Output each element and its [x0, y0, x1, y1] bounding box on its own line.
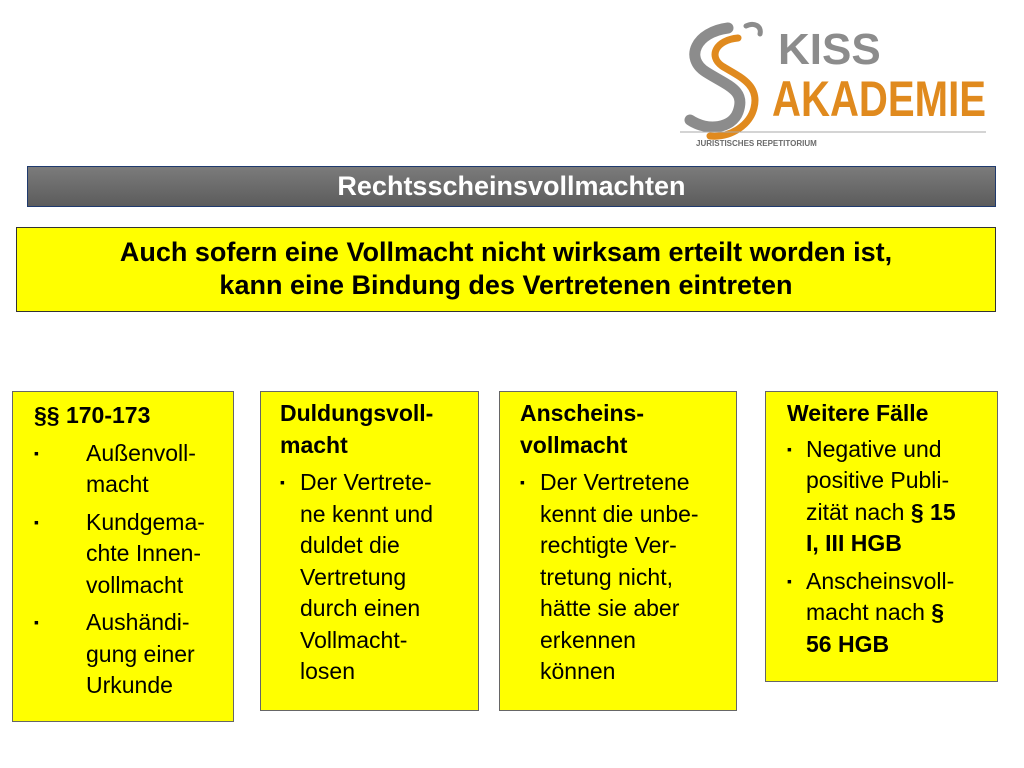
column-heading: §§ 170-173 [34, 402, 151, 428]
list-item-line: Vollmacht- [300, 626, 408, 653]
square-bullet-icon: ▪ [34, 513, 39, 530]
text-run: zität nach [806, 498, 911, 525]
list-item-line: Urkunde [86, 672, 173, 698]
list-item-line: Aushändi- [86, 609, 190, 635]
list-item-line: Der Vertrete- [300, 469, 432, 495]
list-item [280, 467, 478, 688]
list-item-line: Kundgema- [86, 508, 205, 535]
lead-line-1: Auch sofern eine Vollmacht nicht wirksam erteilt worden ist, [119, 237, 893, 267]
bullet-list [520, 467, 736, 688]
column-heading [280, 398, 478, 461]
list-item-line: ne kennt und [300, 500, 434, 527]
lead-line-2: kann eine Bindung des Vertretenen eintreten [219, 270, 793, 300]
list-item-line: können [540, 658, 616, 684]
list-item-line: erkennen [540, 626, 636, 653]
statute-reference: 56 HGB [806, 630, 890, 657]
column-duldungsvollmacht [260, 391, 479, 711]
list-item-line: chte Innen- [86, 540, 202, 566]
list-item-line: vollmacht [86, 571, 184, 598]
square-bullet-icon: ▪ [520, 474, 525, 490]
bullet-list [787, 434, 997, 661]
square-bullet-icon: ▪ [787, 572, 792, 589]
lead-statement [16, 227, 996, 312]
list-item-line [806, 497, 997, 529]
list-item-line: Der Vertretene [540, 469, 690, 495]
list-item-line: rechtigte Ver- [540, 532, 677, 558]
list-item-line: Anscheinsvoll- [806, 567, 955, 594]
square-bullet-icon: ▪ [787, 440, 792, 457]
square-bullet-icon: ▪ [34, 614, 39, 630]
column-weitere-faelle [765, 391, 998, 682]
list-item [787, 434, 997, 560]
list-item-line: positive Publi- [806, 467, 950, 493]
heading-line: Anscheins- [520, 400, 644, 426]
bullet-list [34, 438, 233, 702]
list-item-line [806, 597, 997, 629]
list-item [787, 566, 997, 661]
list-item-line: Außenvoll- [86, 439, 196, 466]
logo-tagline: JURISTISCHES REPETITORIUM [696, 139, 817, 148]
list-item [34, 438, 233, 501]
list-item-line: Vertretung [300, 563, 407, 590]
column-paragraphs-170-173 [12, 391, 234, 722]
heading-line: vollmacht [520, 431, 628, 458]
list-item-line: hätte sie aber [540, 595, 680, 621]
list-item-line: macht [86, 471, 149, 497]
list-item-line: Negative und [806, 435, 942, 462]
text-run: macht nach [806, 599, 932, 625]
list-item-line: durch einen [300, 595, 421, 621]
slide-title: Rechtsscheinsvollmachten [27, 166, 996, 207]
logo-text-kiss: KISS [778, 25, 881, 74]
column-anscheinsvollmacht [499, 391, 737, 711]
statute-reference: I, III HGB [806, 530, 902, 556]
statute-reference: § 15 [910, 498, 956, 525]
list-item-line: kennt die unbe- [540, 500, 699, 527]
heading-line: macht [280, 431, 348, 458]
kiss-akademie-logo [676, 20, 990, 155]
list-item-line: duldet die [300, 532, 400, 558]
list-item [34, 607, 233, 702]
logo-text-akademie: AKADEMIE [772, 71, 986, 127]
list-item-line [806, 629, 997, 661]
list-item [520, 467, 736, 688]
square-bullet-icon: ▪ [34, 444, 39, 461]
list-item-line [806, 528, 997, 560]
list-item-line: gung einer [86, 640, 195, 667]
list-item-line: losen [300, 658, 355, 684]
bullet-list [280, 467, 478, 688]
list-item-line: tretung nicht, [540, 563, 673, 590]
square-bullet-icon: ▪ [280, 474, 285, 490]
column-heading: Weitere Fälle [787, 400, 929, 426]
heading-line: Duldungsvoll- [280, 400, 434, 426]
list-item [34, 507, 233, 602]
column-heading [520, 398, 736, 461]
statute-reference: § [931, 599, 945, 625]
